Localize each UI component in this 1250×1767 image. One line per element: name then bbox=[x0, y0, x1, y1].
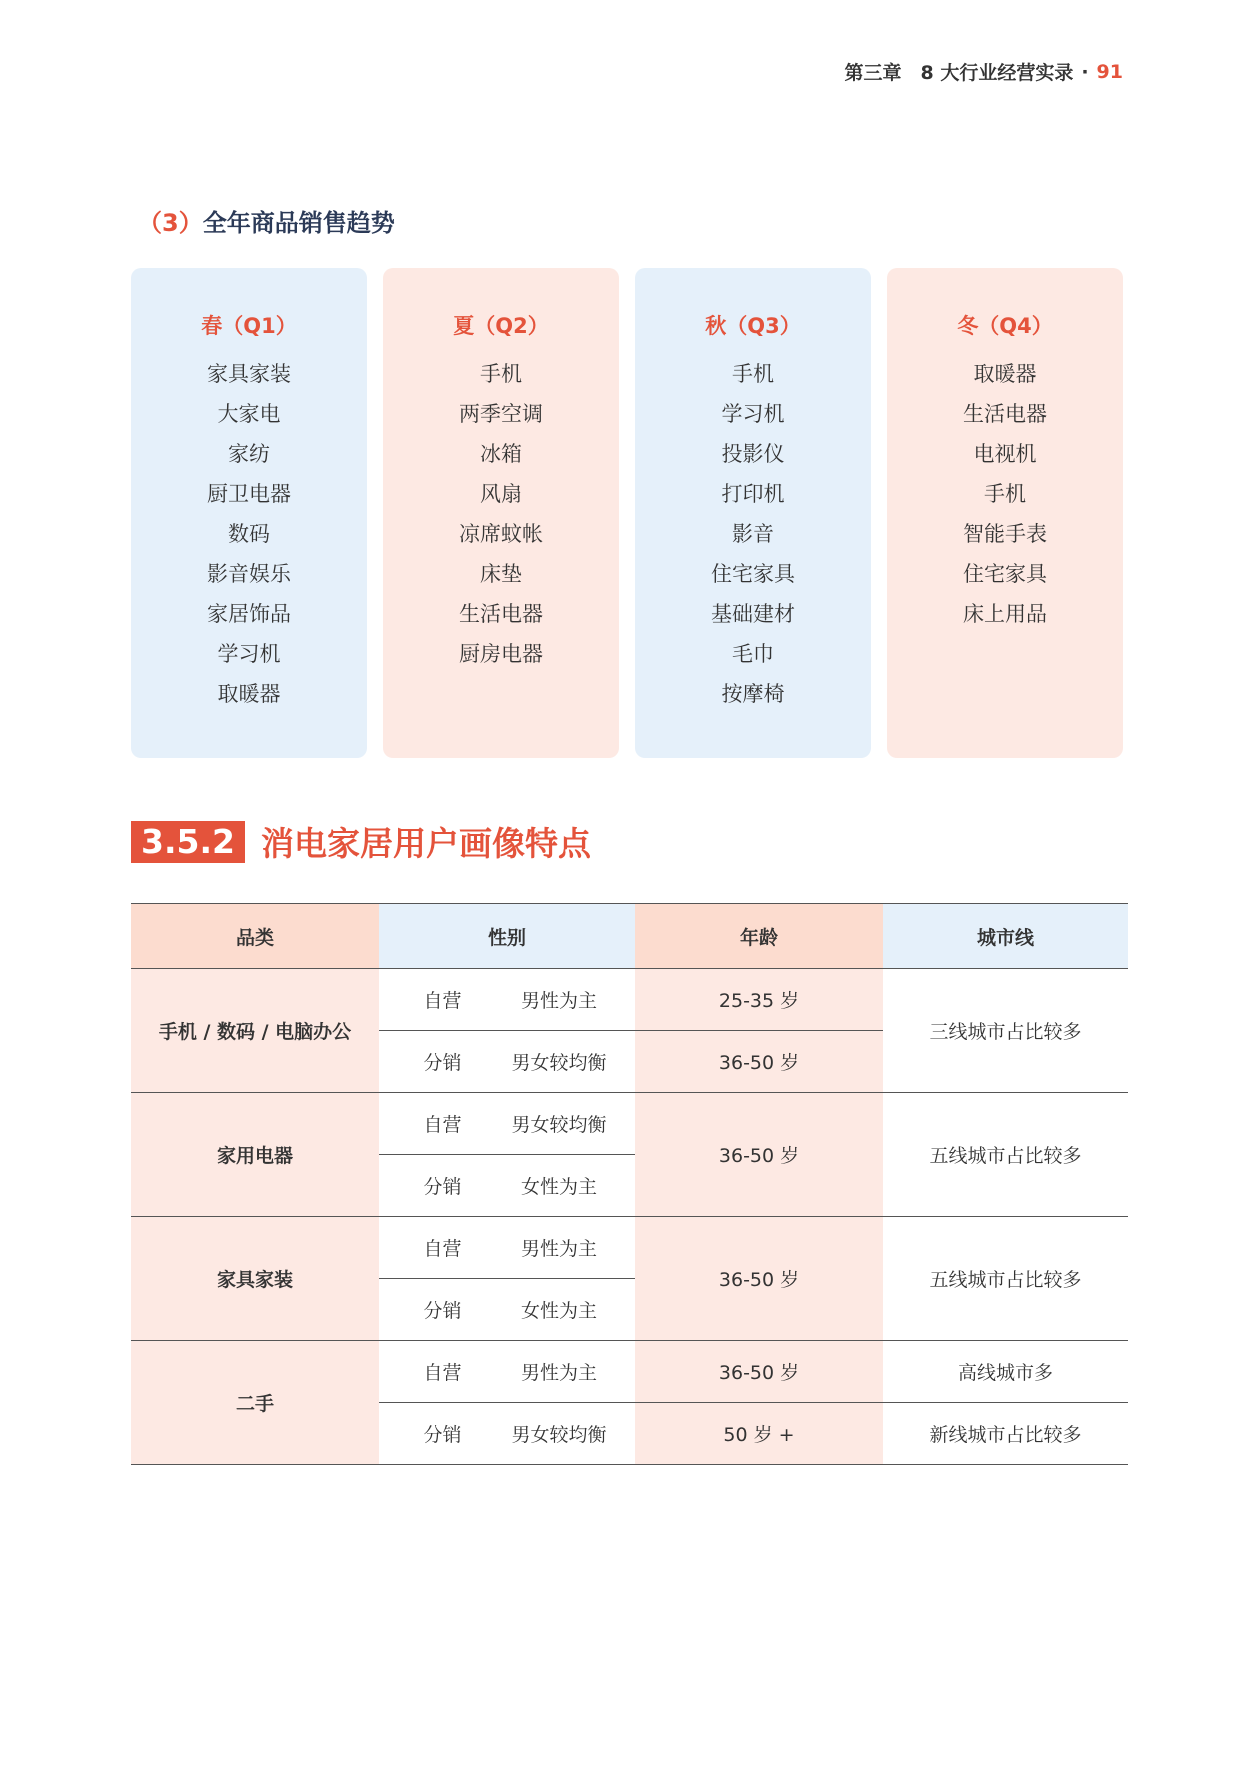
section-number-badge: 3.5.2 bbox=[131, 821, 245, 863]
season-item: 两季空调 bbox=[459, 402, 543, 426]
gender-cell: 男性为主 bbox=[483, 1217, 635, 1279]
season-item: 数码 bbox=[228, 522, 270, 546]
channel-cell: 分销 bbox=[379, 1279, 483, 1341]
category-cell: 二手 bbox=[131, 1341, 379, 1465]
season-item: 按摩椅 bbox=[721, 682, 785, 706]
season-item-list bbox=[635, 354, 871, 714]
gender-cell: 女性为主 bbox=[483, 1155, 635, 1217]
channel-cell: 自营 bbox=[379, 969, 483, 1031]
season-item: 生活电器 bbox=[963, 402, 1047, 426]
season-title: 夏（Q2） bbox=[453, 314, 549, 338]
season-item: 影音 bbox=[732, 522, 774, 546]
season-panel-summer bbox=[383, 268, 619, 758]
chapter-title: 第三章 8 大行业经营实录 bbox=[844, 62, 1074, 84]
trend-heading-number: （3） bbox=[138, 209, 203, 237]
season-item: 床垫 bbox=[480, 562, 522, 586]
channel-cell: 分销 bbox=[379, 1155, 483, 1217]
table-row bbox=[131, 1217, 1128, 1279]
age-cell: 36-50 岁 bbox=[635, 1217, 883, 1341]
season-item: 投影仪 bbox=[721, 442, 785, 466]
age-cell: 25-35 岁 bbox=[635, 969, 883, 1031]
season-item: 打印机 bbox=[721, 482, 785, 506]
category-cell: 家具家装 bbox=[131, 1217, 379, 1341]
season-panels bbox=[131, 268, 1131, 758]
season-panel-autumn bbox=[635, 268, 871, 758]
season-item: 影音娱乐 bbox=[207, 562, 291, 586]
age-cell: 36-50 岁 bbox=[635, 1093, 883, 1217]
age-cell: 50 岁 + bbox=[635, 1403, 883, 1465]
season-item: 智能手表 bbox=[963, 522, 1047, 546]
city-cell: 新线城市占比较多 bbox=[883, 1403, 1128, 1465]
season-item: 手机 bbox=[732, 362, 774, 386]
season-item: 风扇 bbox=[480, 482, 522, 506]
season-item: 取暖器 bbox=[973, 362, 1037, 386]
age-cell: 36-50 岁 bbox=[635, 1341, 883, 1403]
season-item: 手机 bbox=[480, 362, 522, 386]
trend-heading bbox=[138, 203, 395, 238]
header-gender: 性别 bbox=[379, 904, 635, 969]
header-age: 年龄 bbox=[635, 904, 883, 969]
season-item: 毛巾 bbox=[732, 642, 774, 666]
season-item: 冰箱 bbox=[480, 442, 522, 466]
city-cell: 五线城市占比较多 bbox=[883, 1217, 1128, 1341]
gender-cell: 男女较均衡 bbox=[483, 1031, 635, 1093]
season-item: 住宅家具 bbox=[963, 562, 1047, 586]
user-profile-table bbox=[131, 903, 1128, 1465]
channel-cell: 分销 bbox=[379, 1031, 483, 1093]
gender-cell: 男性为主 bbox=[483, 969, 635, 1031]
season-item: 手机 bbox=[984, 482, 1026, 506]
season-title: 春（Q1） bbox=[201, 314, 297, 338]
category-cell: 家用电器 bbox=[131, 1093, 379, 1217]
channel-cell: 自营 bbox=[379, 1093, 483, 1155]
season-item-list bbox=[383, 354, 619, 674]
section-title: 消电家居用户画像特点 bbox=[260, 824, 591, 863]
season-item: 厨房电器 bbox=[459, 642, 543, 666]
table-row bbox=[131, 969, 1128, 1031]
season-item: 电视机 bbox=[973, 442, 1037, 466]
season-item-list bbox=[131, 354, 367, 714]
season-title: 秋（Q3） bbox=[705, 314, 801, 338]
gender-cell: 男性为主 bbox=[483, 1341, 635, 1403]
season-item-list bbox=[887, 354, 1123, 634]
channel-cell: 自营 bbox=[379, 1341, 483, 1403]
running-head bbox=[844, 58, 1123, 85]
table-row bbox=[131, 1341, 1128, 1403]
separator-dot: · bbox=[1081, 60, 1089, 83]
season-item: 基础建材 bbox=[711, 602, 795, 626]
header-city: 城市线 bbox=[883, 904, 1128, 969]
section-heading bbox=[131, 818, 591, 865]
channel-cell: 分销 bbox=[379, 1403, 483, 1465]
season-item: 厨卫电器 bbox=[207, 482, 291, 506]
season-item: 学习机 bbox=[721, 402, 785, 426]
season-item: 家居饰品 bbox=[207, 602, 291, 626]
city-cell: 高线城市多 bbox=[883, 1341, 1128, 1403]
category-cell: 手机 / 数码 / 电脑办公 bbox=[131, 969, 379, 1093]
table-row bbox=[131, 1093, 1128, 1155]
season-item: 学习机 bbox=[217, 642, 281, 666]
trend-heading-title: 全年商品销售趋势 bbox=[202, 209, 395, 237]
season-panel-winter bbox=[887, 268, 1123, 758]
season-item: 家纺 bbox=[228, 442, 270, 466]
season-item: 家具家装 bbox=[207, 362, 291, 386]
season-item: 床上用品 bbox=[963, 602, 1047, 626]
channel-cell: 自营 bbox=[379, 1217, 483, 1279]
gender-cell: 男女较均衡 bbox=[483, 1403, 635, 1465]
season-item: 大家电 bbox=[217, 402, 281, 426]
season-item: 住宅家具 bbox=[711, 562, 795, 586]
page-number: 91 bbox=[1096, 60, 1123, 83]
season-panel-spring bbox=[131, 268, 367, 758]
header-category: 品类 bbox=[131, 904, 379, 969]
season-item: 生活电器 bbox=[459, 602, 543, 626]
gender-cell: 男女较均衡 bbox=[483, 1093, 635, 1155]
table-header-row bbox=[131, 904, 1128, 969]
season-item: 取暖器 bbox=[217, 682, 281, 706]
age-cell: 36-50 岁 bbox=[635, 1031, 883, 1093]
season-item: 凉席蚊帐 bbox=[459, 522, 543, 546]
city-cell: 五线城市占比较多 bbox=[883, 1093, 1128, 1217]
city-cell: 三线城市占比较多 bbox=[883, 969, 1128, 1093]
season-title: 冬（Q4） bbox=[957, 314, 1053, 338]
gender-cell: 女性为主 bbox=[483, 1279, 635, 1341]
